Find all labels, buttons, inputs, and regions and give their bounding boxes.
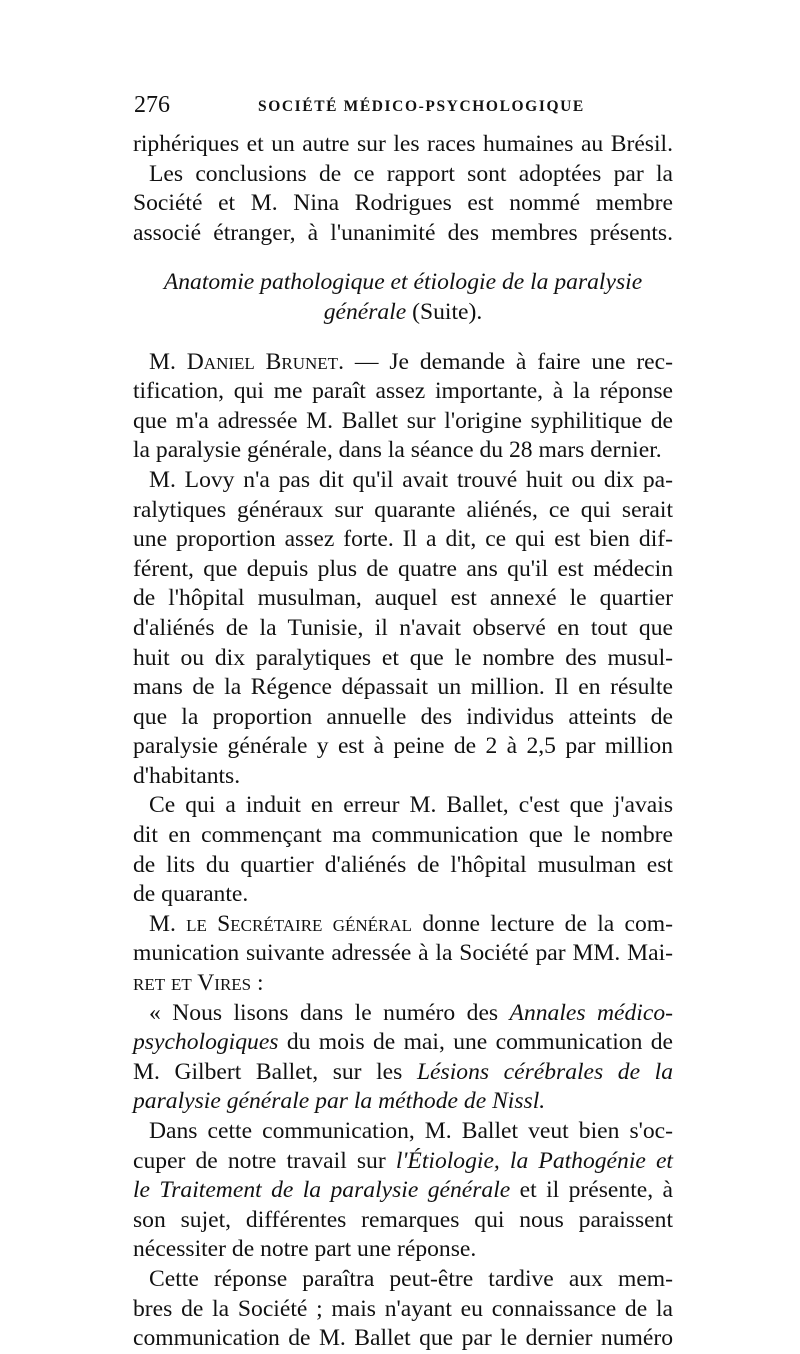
- text-line: une proportion assez forte. Il a dit, ce qui est bien dif-: [133, 526, 673, 553]
- text-line: munication suivante adressée à la Société par MM. Mai-: [133, 940, 673, 967]
- work-title: l'Étiologie, la Pathogénie et: [395, 1147, 673, 1174]
- text-line: bres de la Société ; mais n'ayant eu connaissance de la: [133, 1295, 673, 1322]
- text-line: de quarante.: [133, 881, 249, 908]
- article-title: Lésions cérébrales de la: [416, 1058, 673, 1085]
- text-line: ret et Vires :: [133, 970, 264, 997]
- text-line: mans de la Régence dépassait un million. Il en résulte: [133, 674, 673, 701]
- speaker-name: M. le Secrétaire général: [149, 910, 413, 937]
- text-line: Société et M. Nina Rodrigues est nommé membre: [133, 190, 673, 217]
- text-line: Les conclusions de ce rapport sont adoptées par la: [149, 160, 673, 187]
- text-line: Dans cette communication, M. Ballet veut bien s'oc-: [149, 1118, 673, 1144]
- journal-title: Annales médico-: [509, 999, 673, 1026]
- text-fragment: donne lecture de la com-: [422, 910, 673, 937]
- section-title-continued: [133, 298, 673, 328]
- text-line: [133, 1176, 673, 1206]
- text-line: Ce qui a induit en erreur M. Ballet, c'est que j'avais: [149, 792, 673, 819]
- text-line: que la proportion annuelle des individus atteints de: [133, 703, 673, 730]
- text-line: Cette réponse paraîtra peut-être tardive aux mem-: [149, 1265, 673, 1292]
- section-title-italic-2: générale: [323, 298, 407, 325]
- text-line: [133, 1028, 673, 1058]
- section-title: [133, 268, 673, 298]
- text-line: [133, 1147, 673, 1177]
- text-line: la paralysie générale, dans la séance du 28 mars dernier.: [133, 437, 662, 464]
- running-title: SOCIÉTÉ MÉDICO-PSYCHOLOGIQUE: [258, 98, 585, 115]
- text-fragment: « Nous lisons dans le numéro des: [149, 999, 499, 1026]
- text-line: de l'hôpital musulman, auquel est annexé le quartier: [133, 585, 673, 612]
- text-line: d'aliénés de la Tunisie, il n'avait observé en tout que: [133, 614, 673, 641]
- text-fragment: M. Gilbert Ballet, sur les: [133, 1058, 403, 1085]
- text-line: nécessiter de notre part une réponse.: [133, 1236, 477, 1263]
- text-line: [133, 348, 673, 378]
- text-line: de lits du quartier d'aliénés de l'hôpital musulman est: [133, 851, 673, 878]
- text-fragment: — Je demande à faire une rec-: [354, 348, 673, 375]
- text-line: communication de M. Ballet que par le dernier numéro: [133, 1325, 673, 1352]
- text-line: [133, 910, 673, 940]
- text-line: férent, que depuis plus de quatre ans qu'il est médecin: [133, 555, 673, 582]
- text-line: [133, 999, 673, 1029]
- text-fragment: cuper de notre travail sur: [133, 1147, 386, 1174]
- section-title-italic: Anatomie pathologique et étiologie de la paralysie: [163, 269, 643, 296]
- text-line: que m'a adressée M. Ballet sur l'origine syphilitique de: [133, 407, 673, 434]
- article-title-continued: paralysie générale par la méthode de Nissl.: [133, 1088, 546, 1115]
- text-line: tification, qui me paraît assez importante, à la réponse: [133, 378, 673, 405]
- text-line: son sujet, différentes remarques qui nous paraissent: [133, 1206, 673, 1233]
- text-line: [133, 1058, 673, 1088]
- text-line: ralytiques généraux sur quarante aliénés, ce qui serait: [133, 496, 673, 523]
- work-title-continued: le Traitement de la paralysie générale: [133, 1177, 511, 1204]
- text-fragment: du mois de mai, une communication de: [286, 1029, 673, 1056]
- text-fragment: et il présente, à: [519, 1177, 673, 1204]
- speaker-name: M. Daniel Brunet.: [149, 348, 344, 375]
- text-line: huit ou dix paralytiques et que le nombre des musul-: [133, 644, 673, 671]
- page-header: [130, 92, 678, 118]
- text-line: [133, 1087, 673, 1117]
- page-number: 276: [134, 92, 170, 118]
- text-line: d'habitants.: [133, 762, 241, 789]
- journal-title-continued: psychologiques: [133, 1029, 279, 1056]
- text-line: paralysie générale y est à peine de 2 à 2,5 par million: [133, 733, 673, 760]
- text-line: M. Lovy n'a pas dit qu'il avait trouvé huit ou dix pa-: [149, 466, 673, 493]
- body-text: [133, 130, 673, 1354]
- text-line: associé étranger, à l'unanimité des membres présents.: [133, 219, 673, 246]
- text-line: riphériques et un autre sur les races humaines au Brésil.: [133, 131, 673, 157]
- section-title-suffix: (Suite).: [412, 298, 483, 325]
- text-line: dit en commençant ma communication que le nombre: [133, 822, 673, 849]
